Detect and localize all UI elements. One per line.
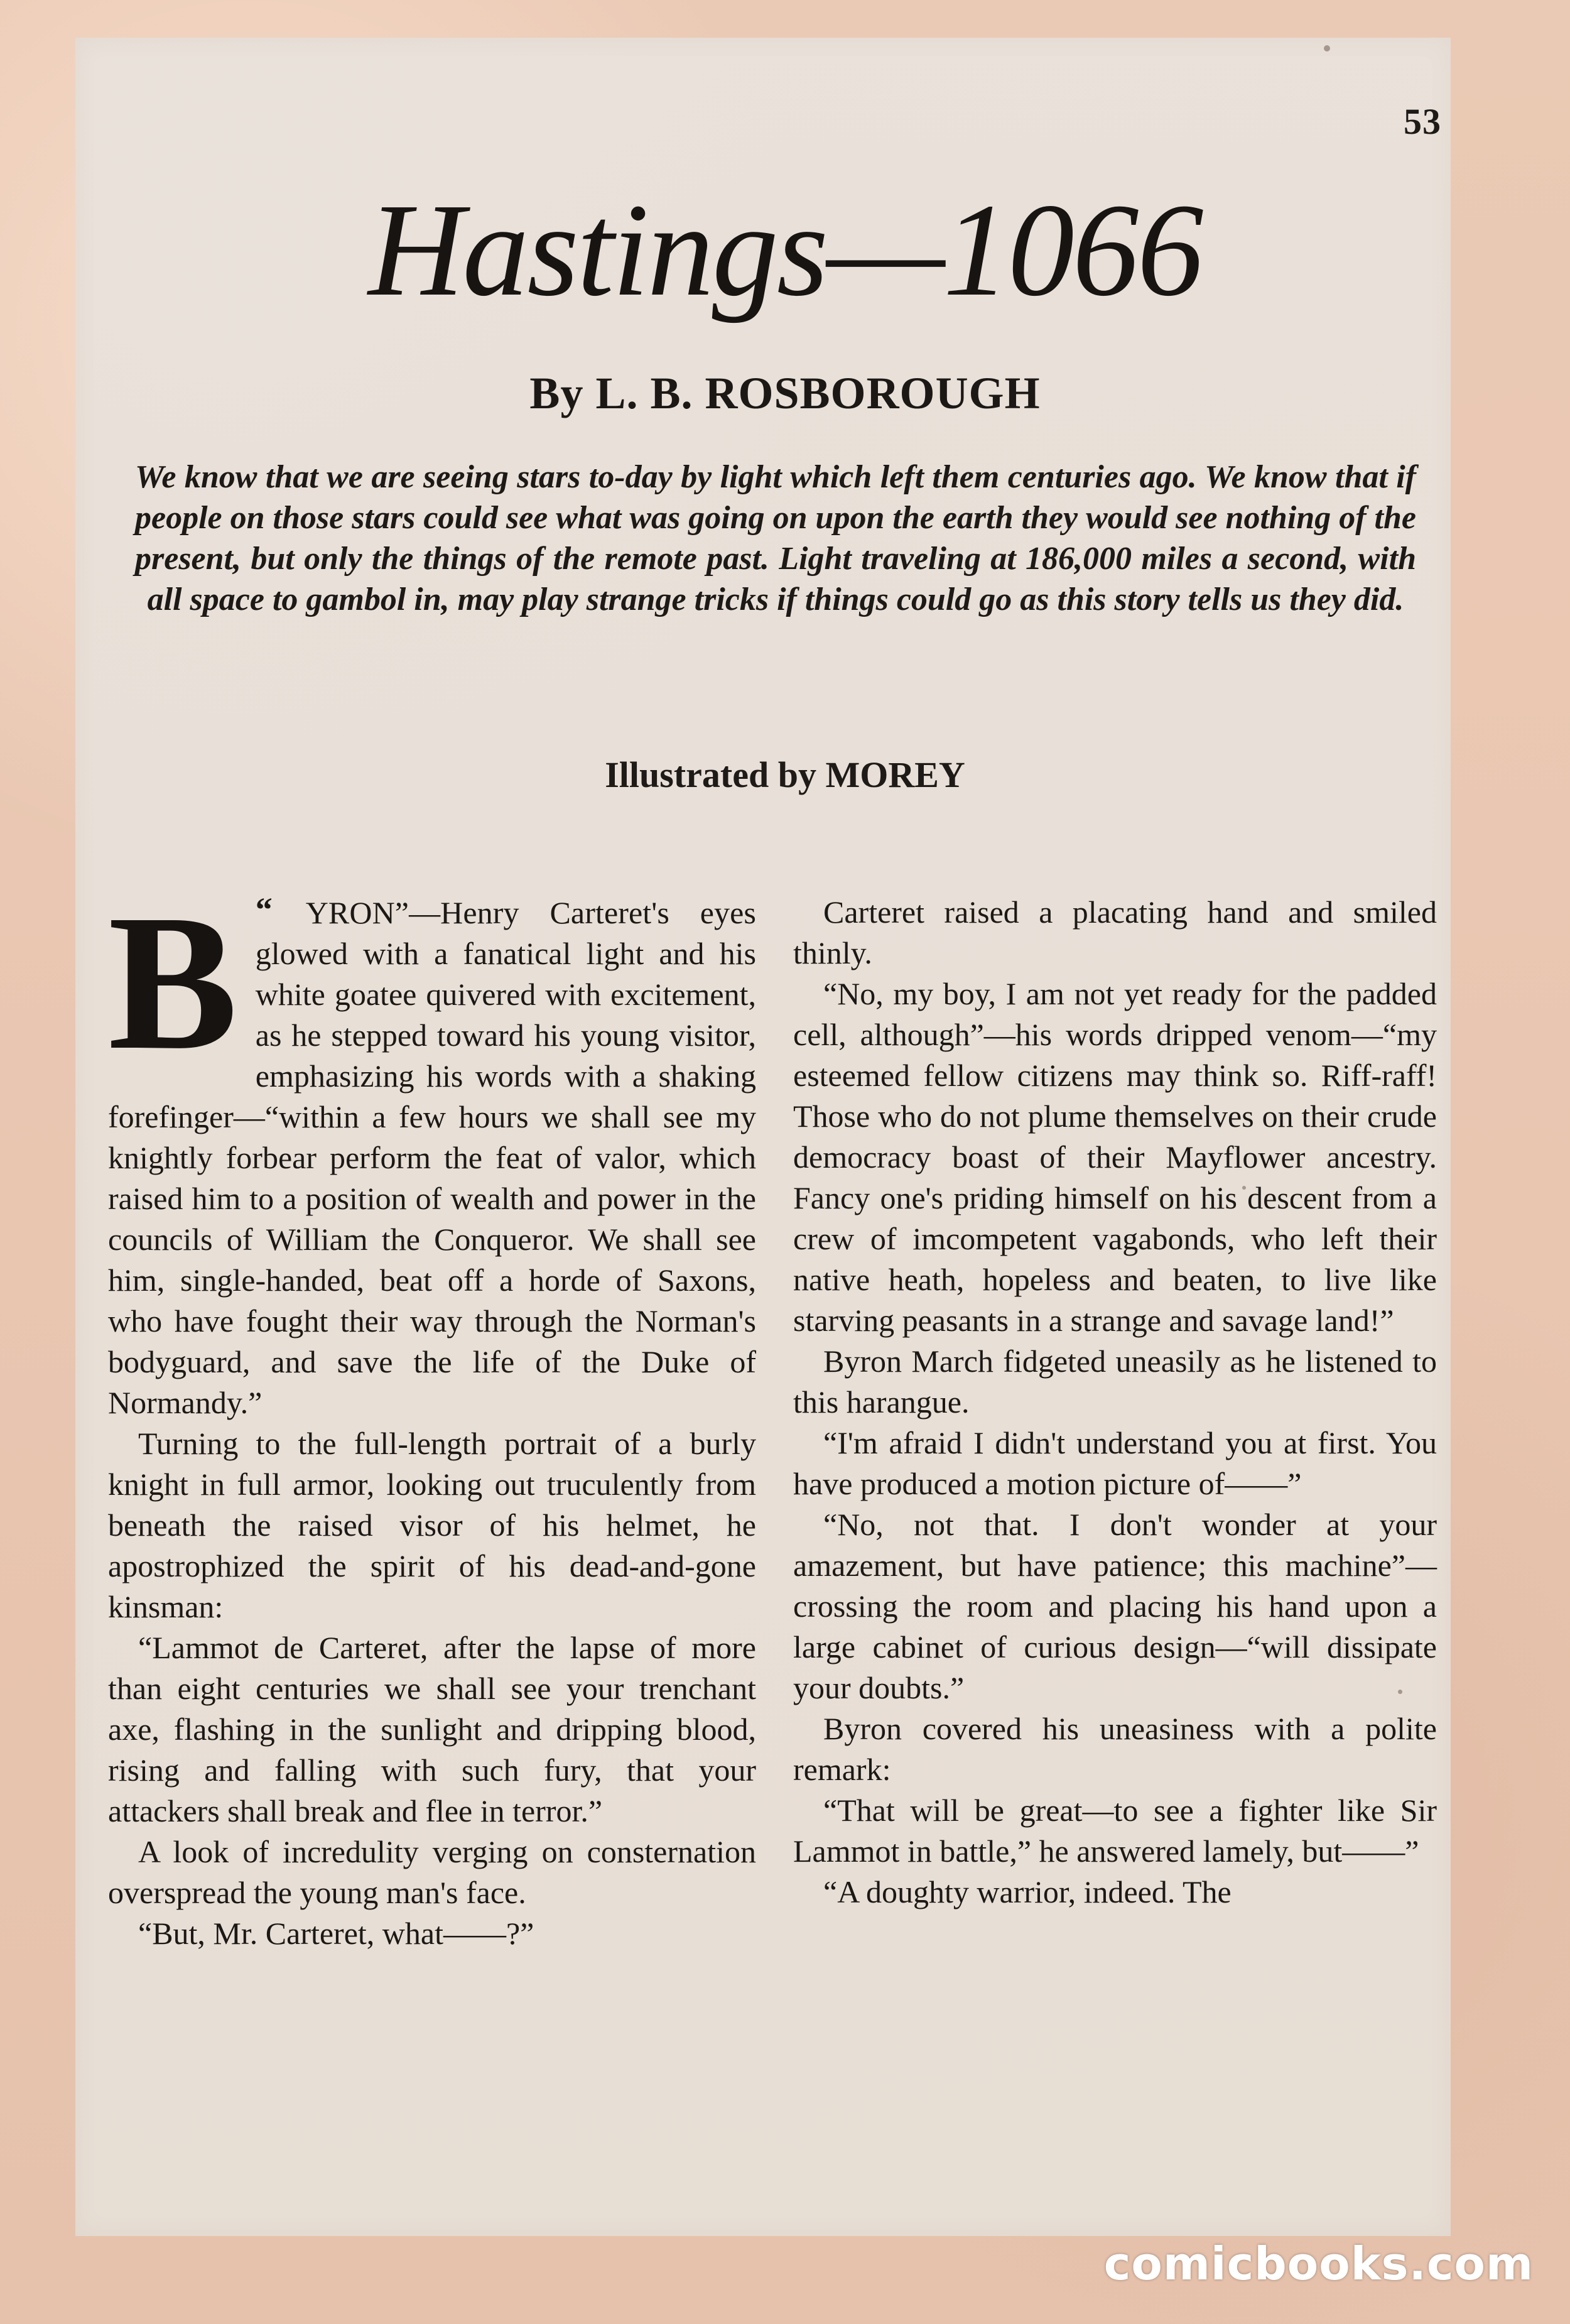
story-title: Hastings—1066 (368, 176, 1202, 323)
story-paragraph: A look of incredulity verging on consternation overspread the young man's face. (108, 1834, 756, 1910)
paragraph-text: YRON”—Henry Carteret's eyes glowed with a fanatical light and his white goatee quivered with excitement, as he stepped toward his young visitor, emphasizing his words with a shaking forefinger—“within a few hours we shall see my knightly forbear perform the feat of valor, which raised him to a position of wealth and power in the councils of William the Conqueror. We shall see him, single-handed, beat off a horde of Saxons, who have fought their way through the Norman's bodyguard, and save the life of the Duke of Normandy.” (108, 895, 756, 1420)
story-paragraph: Carteret raised a placating hand and smiled thinly. (793, 894, 1437, 970)
story-paragraph: “Lammot de Carteret, after the lapse of more than eight centuries we shall see your trenchant axe, flashing in the sunlight and dripping blood, rising and falling with such fury, that your attackers shall break and flee in terror.” (108, 1630, 756, 1828)
story-paragraph (108, 875, 756, 1423)
opening-quote: “ (255, 891, 273, 928)
story-paragraph: “That will be great—to see a fighter like Sir Lammot in battle,” he answered lamely, but——” (793, 1793, 1437, 1869)
story-paragraph: Turning to the full-length portrait of a burly knight in full armor, looking out truculently from beneath the raised visor of his helmet, he apostrophized the spirit of his dead-and-gone kinsman: (108, 1426, 756, 1624)
drop-cap: B (108, 875, 238, 1090)
story-paragraph: “I'm afraid I didn't understand you at first. You have produced a motion picture of——” (793, 1425, 1437, 1501)
author-byline: By L. B. ROSBOROUGH (529, 368, 1041, 418)
paper-speck (1398, 1690, 1402, 1694)
story-paragraph: “No, not that. I don't wonder at your amazement, but have patience; this machine”—crossing the room and placing his hand upon a large cabinet of curious design—“will dissipate your doubts.” (793, 1507, 1437, 1705)
story-paragraph: “A doughty warrior, indeed. The (823, 1874, 1232, 1909)
paper-speck (1324, 45, 1330, 52)
site-watermark: comicbooks.com (1103, 2237, 1534, 2290)
page-number: 53 (1404, 101, 1441, 142)
story-paragraph: “No, my boy, I am not yet ready for the padded cell, although”—his words dripped venom—“my esteemed fellow citizens may think so. Riff-raff! Those who do not plume themselves on their crude democracy boast of their Mayflower ancestry. Fancy one's priding himself on his descent from a crew of imcompetent vagabonds, who left their native heath, hopeless and beaten, to live like starving peasants in a strange and savage land!” (793, 976, 1437, 1338)
paper-speck (1242, 1186, 1246, 1190)
story-paragraph: Byron March fidgeted uneasily as he listened to this harangue. (793, 1344, 1437, 1420)
story-paragraph: Byron covered his uneasiness with a polite remark: (793, 1711, 1437, 1787)
illustrator-credit: Illustrated by MOREY (605, 754, 965, 795)
left-text-column (108, 875, 756, 1954)
story-blurb: We know that we are seeing stars to-day by light which left them centuries ago. We know that if people on those stars could see what was going on upon the earth they would see nothing of the present, but only the things of the remote past. Light traveling at 186,000 miles a second, with all space to gambol in, may play strange tricks if things could go as this story tells us they did. (135, 459, 1416, 617)
right-text-column (793, 892, 1437, 1913)
story-paragraph: “But, Mr. Carteret, what——?” (138, 1916, 534, 1951)
